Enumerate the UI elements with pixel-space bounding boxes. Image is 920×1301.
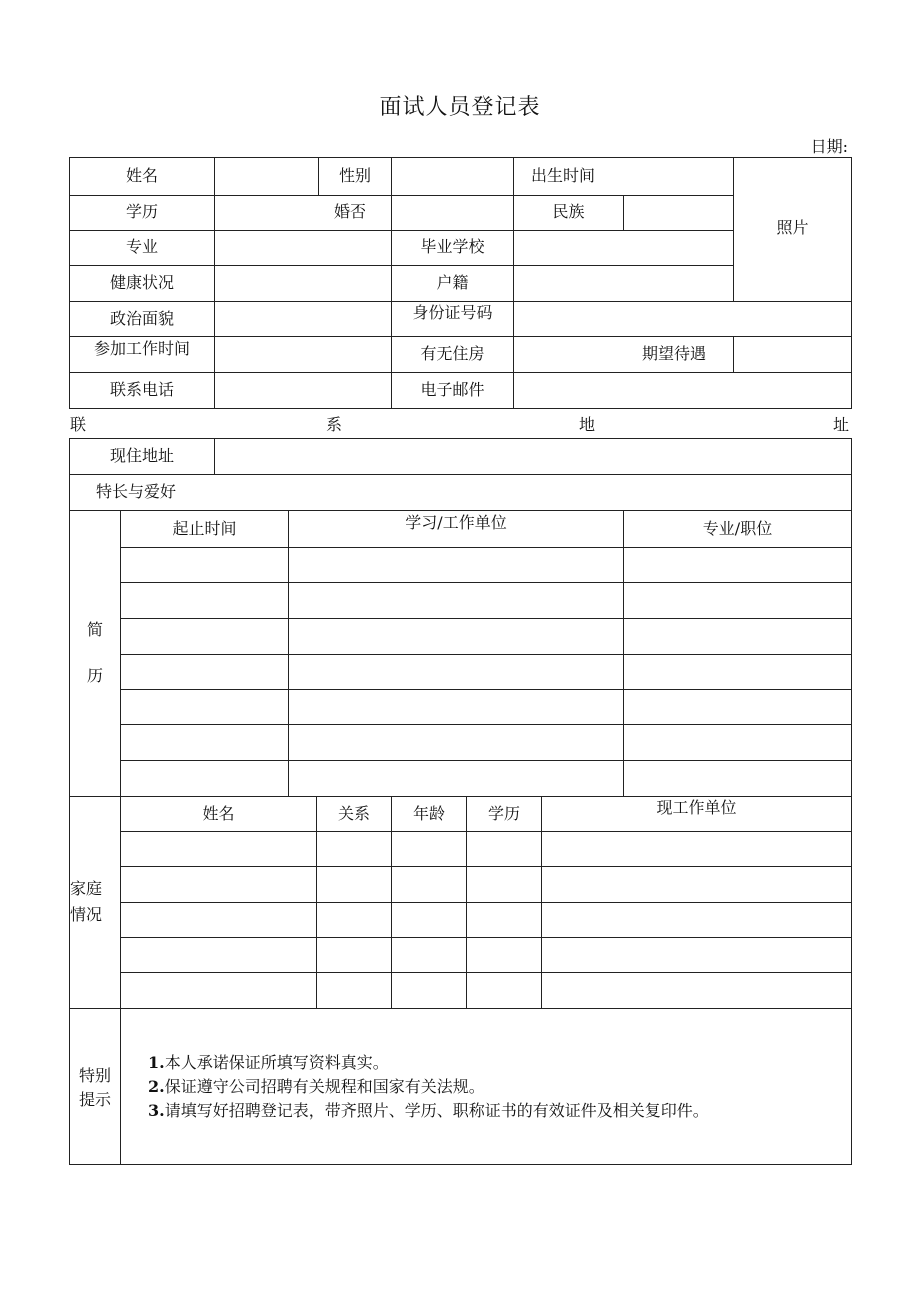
family-side-label: 家庭 [70,879,103,898]
form-title: 面试人员登记表 [379,95,541,120]
label-expected-pay: 期望待遇 [642,344,707,363]
family-header-employer: 现工作单位 [656,798,737,817]
label-photo: 照片 [776,218,809,237]
notice-side-label: 特别 [78,1066,111,1085]
address-heading-char: 系 [326,415,343,434]
label-hukou: 户籍 [436,273,469,292]
address-heading-char: 联 [70,415,87,434]
label-phone: 联系电话 [109,380,174,399]
family-header-education: 学历 [487,804,520,823]
label-name: 姓名 [125,166,158,185]
resume-header-position: 专业/职位 [702,519,773,538]
label-hobbies: 特长与爱好 [96,482,177,501]
date-label: 日期: [810,137,848,156]
family-header-name: 姓名 [202,804,235,823]
notice-side-label: 提示 [78,1090,111,1109]
label-ethnicity: 民族 [552,202,585,221]
notice-item: 1.本人承诺保证所填写资料真实。 [148,1053,389,1072]
label-current-address: 现住地址 [109,446,174,465]
address-heading-char: 地 [579,415,596,434]
resume-header-period: 起止时间 [172,519,237,538]
label-housing: 有无住房 [420,344,485,363]
family-side-label: 情况 [70,905,103,924]
label-political: 政治面貌 [109,309,174,328]
address-heading-char: 址 [833,415,850,434]
label-school: 毕业学校 [420,237,485,256]
resume-side-label: 历 [86,666,103,685]
resume-side-label: 简 [86,620,103,639]
label-health: 健康状况 [109,273,174,292]
label-work-start: 参加工作时间 [93,339,190,358]
family-header-relation: 关系 [337,804,370,823]
resume-header-unit: 学习/工作单位 [405,513,507,532]
label-gender: 性别 [338,166,371,185]
notice-list [148,1051,709,1123]
label-email: 电子邮件 [420,380,485,399]
family-header-age: 年龄 [412,804,445,823]
notice-item: 2.保证遵守公司招聘有关规程和国家有关法规。 [148,1077,485,1096]
notice-item: 3.请填写好招聘登记表，带齐照片、学历、职称证书的有效证件及相关复印件。 [148,1101,709,1120]
label-id-number: 身份证号码 [412,303,493,322]
label-marital: 婚否 [334,202,367,221]
label-education: 学历 [125,202,158,221]
label-birth: 出生时间 [531,166,596,185]
label-major: 专业 [125,237,158,256]
